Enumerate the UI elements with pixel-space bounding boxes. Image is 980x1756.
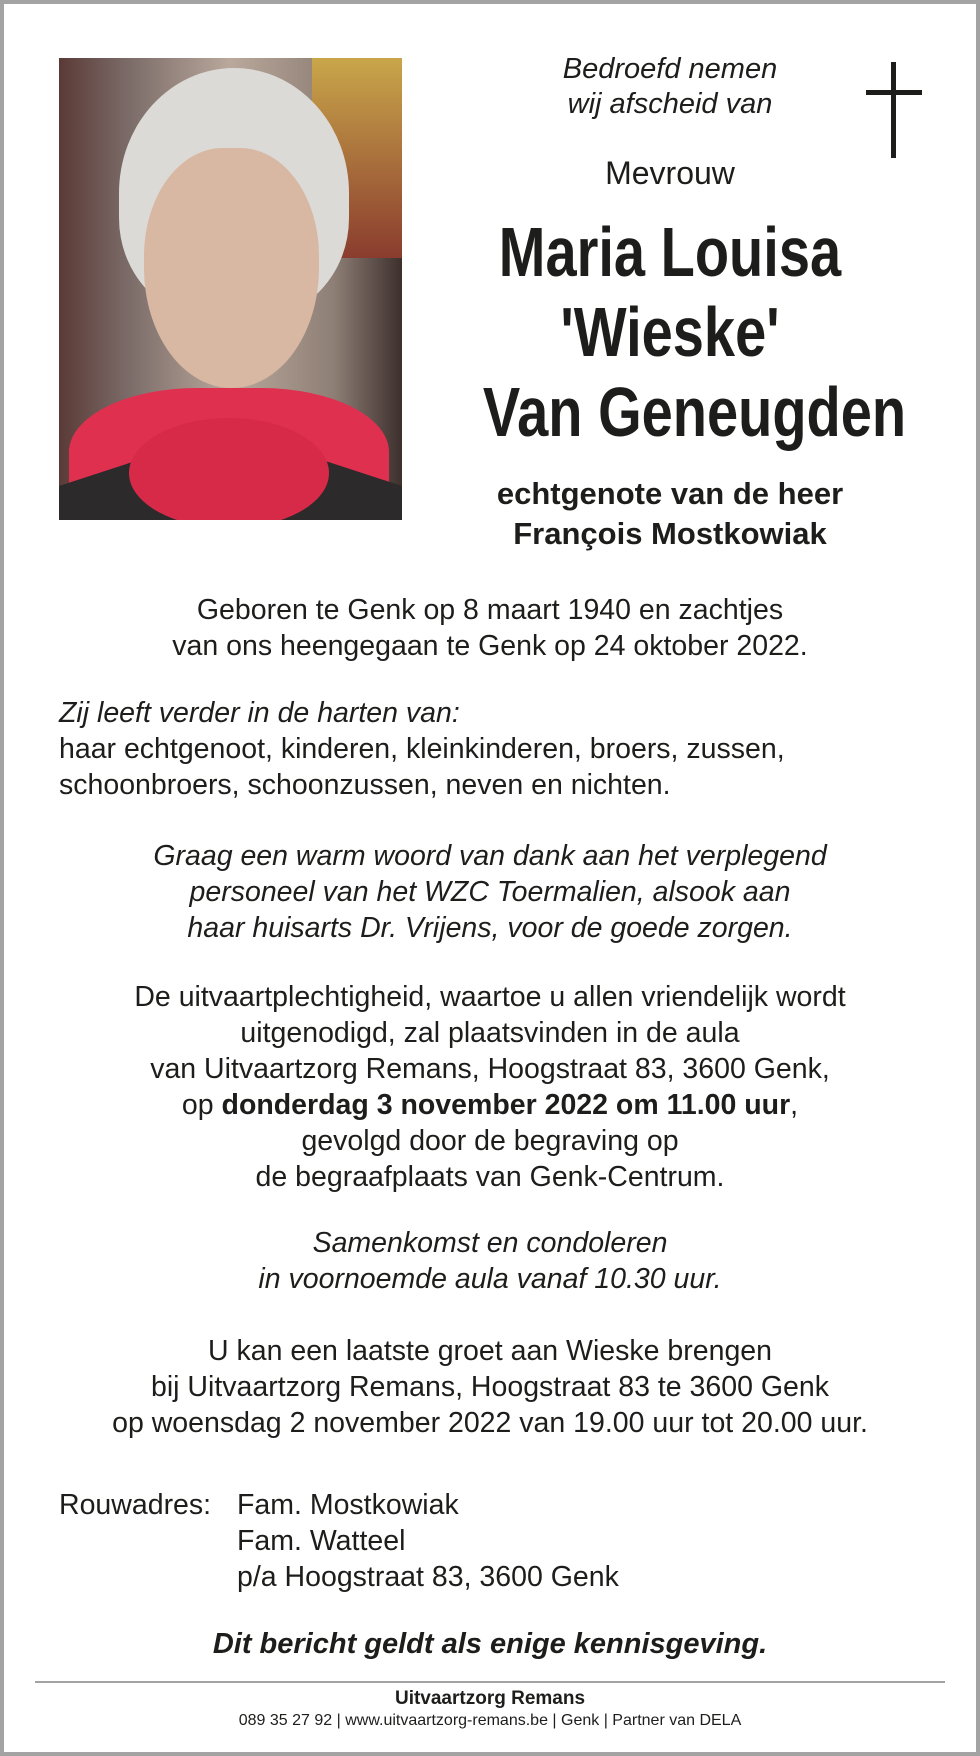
text-line: uitgenodigd, zal plaatsvinden in de aula bbox=[240, 1017, 740, 1049]
text-line: van Uitvaartzorg Remans, Hoogstraat 83, 3600 Genk, bbox=[150, 1053, 830, 1085]
funeral-home-contact: 089 35 27 92 | www.uitvaartzorg-remans.be | Genk | Partner van DELA bbox=[238, 1712, 742, 1729]
deceased-name bbox=[430, 212, 910, 452]
farewell-paragraph bbox=[40, 1333, 940, 1441]
lives-on-paragraph bbox=[59, 695, 785, 803]
address-line: p/a Hoogstraat 83, 3600 Genk bbox=[237, 1561, 619, 1593]
name-line: Van Geneugden bbox=[482, 373, 907, 451]
intro-text bbox=[430, 52, 910, 122]
intro-line: Bedroefd nemen bbox=[562, 53, 778, 85]
portrait-photo bbox=[59, 58, 402, 520]
text-line: haar echtgenoot, kinderen, kleinkinderen, broers, zussen, bbox=[59, 733, 785, 765]
text-line: op woensdag 2 november 2022 van 19.00 uur tot 20.00 uur. bbox=[112, 1407, 868, 1439]
intro-line: wij afscheid van bbox=[567, 88, 773, 120]
ceremony-date: donderdag 3 november 2022 om 11.00 uur bbox=[221, 1089, 791, 1121]
text-line: in voornoemde aula vanaf 10.30 uur. bbox=[258, 1263, 722, 1295]
text-line: Samenkomst en condoleren bbox=[312, 1227, 668, 1259]
text-line: van ons heengegaan te Genk op 24 oktober 2022. bbox=[172, 630, 808, 662]
text-line: Graag een warm woord van dank aan het verplegend bbox=[153, 840, 827, 872]
mourning-address bbox=[59, 1487, 619, 1595]
text-line: bij Uitvaartzorg Remans, Hoogstraat 83 te 3600 Genk bbox=[150, 1371, 830, 1403]
text-line: U kan een laatste groet aan Wieske brengen bbox=[207, 1335, 773, 1367]
spouse bbox=[430, 474, 910, 554]
address-line: Fam. Watteel bbox=[237, 1525, 406, 1557]
notice: Dit bericht geldt als enige kennisgeving. bbox=[212, 1628, 768, 1660]
text: , bbox=[790, 1089, 799, 1121]
name-line: Maria Louisa bbox=[498, 213, 842, 291]
address-label: Rouwadres: bbox=[59, 1489, 212, 1521]
text-line: personeel van het WZC Toermalien, alsook aan bbox=[189, 876, 791, 908]
ceremony-date-line bbox=[40, 1087, 940, 1123]
spouse-line: echtgenote van de heer bbox=[496, 476, 844, 511]
spouse-line: François Mostkowiak bbox=[513, 516, 827, 551]
ceremony-paragraph bbox=[40, 979, 940, 1195]
lives-on-heading: Zij leeft verder in de harten van: bbox=[59, 697, 460, 729]
name-line: 'Wieske' bbox=[560, 293, 780, 371]
born-paragraph bbox=[40, 592, 940, 664]
text-line: Geboren te Genk op 8 maart 1940 en zachtjes bbox=[196, 594, 784, 626]
divider bbox=[35, 1681, 945, 1683]
text-line: gevolgd door de begraving op bbox=[301, 1125, 679, 1157]
gathering-paragraph bbox=[40, 1225, 940, 1297]
text-line: de begraafplaats van Genk-Centrum. bbox=[255, 1161, 725, 1193]
text-line: haar huisarts Dr. Vrijens, voor de goede zorgen. bbox=[187, 912, 793, 944]
title: Mevrouw bbox=[605, 155, 735, 191]
text: op bbox=[181, 1089, 222, 1121]
text-line: schoonbroers, schoonzussen, neven en nichten. bbox=[59, 769, 671, 801]
thanks-paragraph bbox=[40, 838, 940, 946]
text-line: De uitvaartplechtigheid, waartoe u allen vriendelijk wordt bbox=[134, 981, 846, 1013]
address-line: Fam. Mostkowiak bbox=[237, 1489, 459, 1521]
funeral-home-name: Uitvaartzorg Remans bbox=[394, 1688, 586, 1709]
